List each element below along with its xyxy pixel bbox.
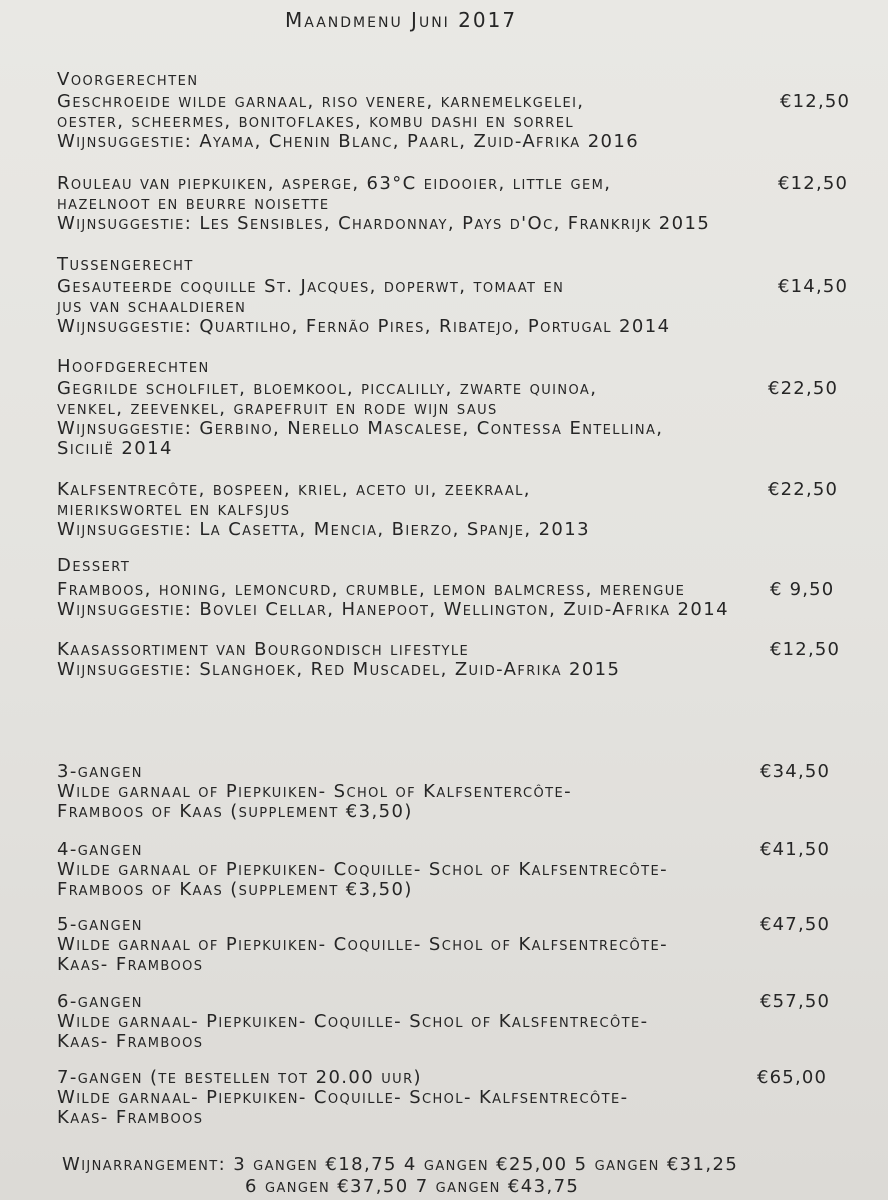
page-title: Maandmenu Juni 2017 — [285, 8, 518, 32]
dish-line: Gesauteerde coquille St. Jacques, doperwt, tomaat en — [57, 276, 565, 297]
course-line: Wilde garnaal of Piepkuiken- Coquille- Schol of Kalfsentrecôte- — [57, 934, 668, 955]
dish-line: Geschroeide wilde garnaal, riso venere, karnemelkgelei, — [57, 91, 585, 112]
wine-suggestion: Wijnsuggestie: Slanghoek, Red Muscadel, Zuid-Afrika 2015 — [57, 659, 621, 680]
dish-line: hazelnoot en beurre noisette — [57, 193, 330, 214]
dish-price: €12,50 — [770, 639, 841, 660]
dish-line: mierikswortel en kalfsjus — [57, 499, 291, 520]
wine-suggestion: Wijnsuggestie: Quartilho, Fernão Pires, Ribatejo, Portugal 2014 — [57, 316, 671, 337]
course-name: 3-gangen — [57, 761, 143, 782]
course-price: €57,50 — [760, 991, 831, 1012]
course-name: 5-gangen — [57, 914, 143, 935]
wine-suggestion: Wijnsuggestie: Gerbino, Nerello Mascalese, Contessa Entellina, — [57, 418, 664, 439]
wine-suggestion: Sicilië 2014 — [57, 438, 173, 459]
course-line: Framboos of Kaas (supplement €3,50) — [57, 801, 413, 822]
dish-price: € 9,50 — [770, 579, 835, 600]
dish-line: Kalfsentrecôte, bospeen, kriel, aceto ui, zeekraal, — [57, 479, 531, 500]
wine-arrangement: Wijnarrangement: 3 gangen €18,75 4 gangen €25,00 5 gangen €31,25 — [62, 1154, 739, 1175]
dish-line: Rouleau van piepkuiken, asperge, 63°C eidooier, little gem, — [57, 173, 612, 194]
wine-suggestion: Wijnsuggestie: Bovlei Cellar, Hanepoot, Wellington, Zuid-Afrika 2014 — [57, 599, 729, 620]
dish-price: €12,50 — [778, 173, 849, 194]
dish-line: venkel, zeevenkel, grapefruit en rode wijn saus — [57, 398, 498, 419]
dish-line: Framboos, honing, lemoncurd, crumble, lemon balmcress, merengue — [57, 579, 686, 600]
course-price: €34,50 — [760, 761, 831, 782]
course-name: 6-gangen — [57, 991, 143, 1012]
course-line: Kaas- Framboos — [57, 954, 204, 975]
course-line: Kaas- Framboos — [57, 1107, 204, 1128]
course-name: 4-gangen — [57, 839, 143, 860]
course-line: Wilde garnaal of Piepkuiken- Coquille- Schol of Kalfsentrecôte- — [57, 859, 668, 880]
course-line: Wilde garnaal- Piepkuiken- Coquille- Schol of Kalsfentrecôte- — [57, 1011, 649, 1032]
wine-suggestion: Wijnsuggestie: La Casetta, Mencia, Bierzo, Spanje, 2013 — [57, 519, 590, 540]
dish-price: €14,50 — [778, 276, 849, 297]
dish-line: jus van schaaldieren — [57, 296, 247, 317]
section-dessert: Dessert — [57, 555, 131, 576]
course-price: €65,00 — [757, 1067, 828, 1088]
dish-price: €22,50 — [768, 479, 839, 500]
dish-price: €22,50 — [768, 378, 839, 399]
wine-suggestion: Wijnsuggestie: Les Sensibles, Chardonnay, Pays d'Oc, Frankrijk 2015 — [57, 213, 711, 234]
dish-line: Gegrilde scholfilet, bloemkool, piccalilly, zwarte quinoa, — [57, 378, 598, 399]
course-line: Wilde garnaal of Piepkuiken- Schol of Kalfsentercôte- — [57, 781, 573, 802]
wine-suggestion: Wijnsuggestie: Ayama, Chenin Blanc, Paarl, Zuid-Afrika 2016 — [57, 131, 640, 152]
course-line: Wilde garnaal- Piepkuiken- Coquille- Schol- Kalfsentrecôte- — [57, 1087, 629, 1108]
dish-line: oester, scheermes, bonitoflakes, kombu dashi en sorrel — [57, 111, 574, 132]
course-price: €41,50 — [760, 839, 831, 860]
dish-price: €12,50 — [780, 91, 851, 112]
course-name: 7-gangen (te bestellen tot 20.00 uur) — [57, 1067, 422, 1088]
section-tussengerecht: Tussengerecht — [57, 254, 194, 275]
section-voorgerechten: Voorgerechten — [57, 69, 199, 90]
wine-arrangement: 6 gangen €37,50 7 gangen €43,75 — [245, 1176, 580, 1197]
course-price: €47,50 — [760, 914, 831, 935]
section-hoofdgerechten: Hoofdgerechten — [57, 356, 210, 377]
course-line: Kaas- Framboos — [57, 1031, 204, 1052]
dish-line: Kaasassortiment van Bourgondisch lifestyle — [57, 639, 470, 660]
course-line: Framboos of Kaas (supplement €3,50) — [57, 879, 413, 900]
